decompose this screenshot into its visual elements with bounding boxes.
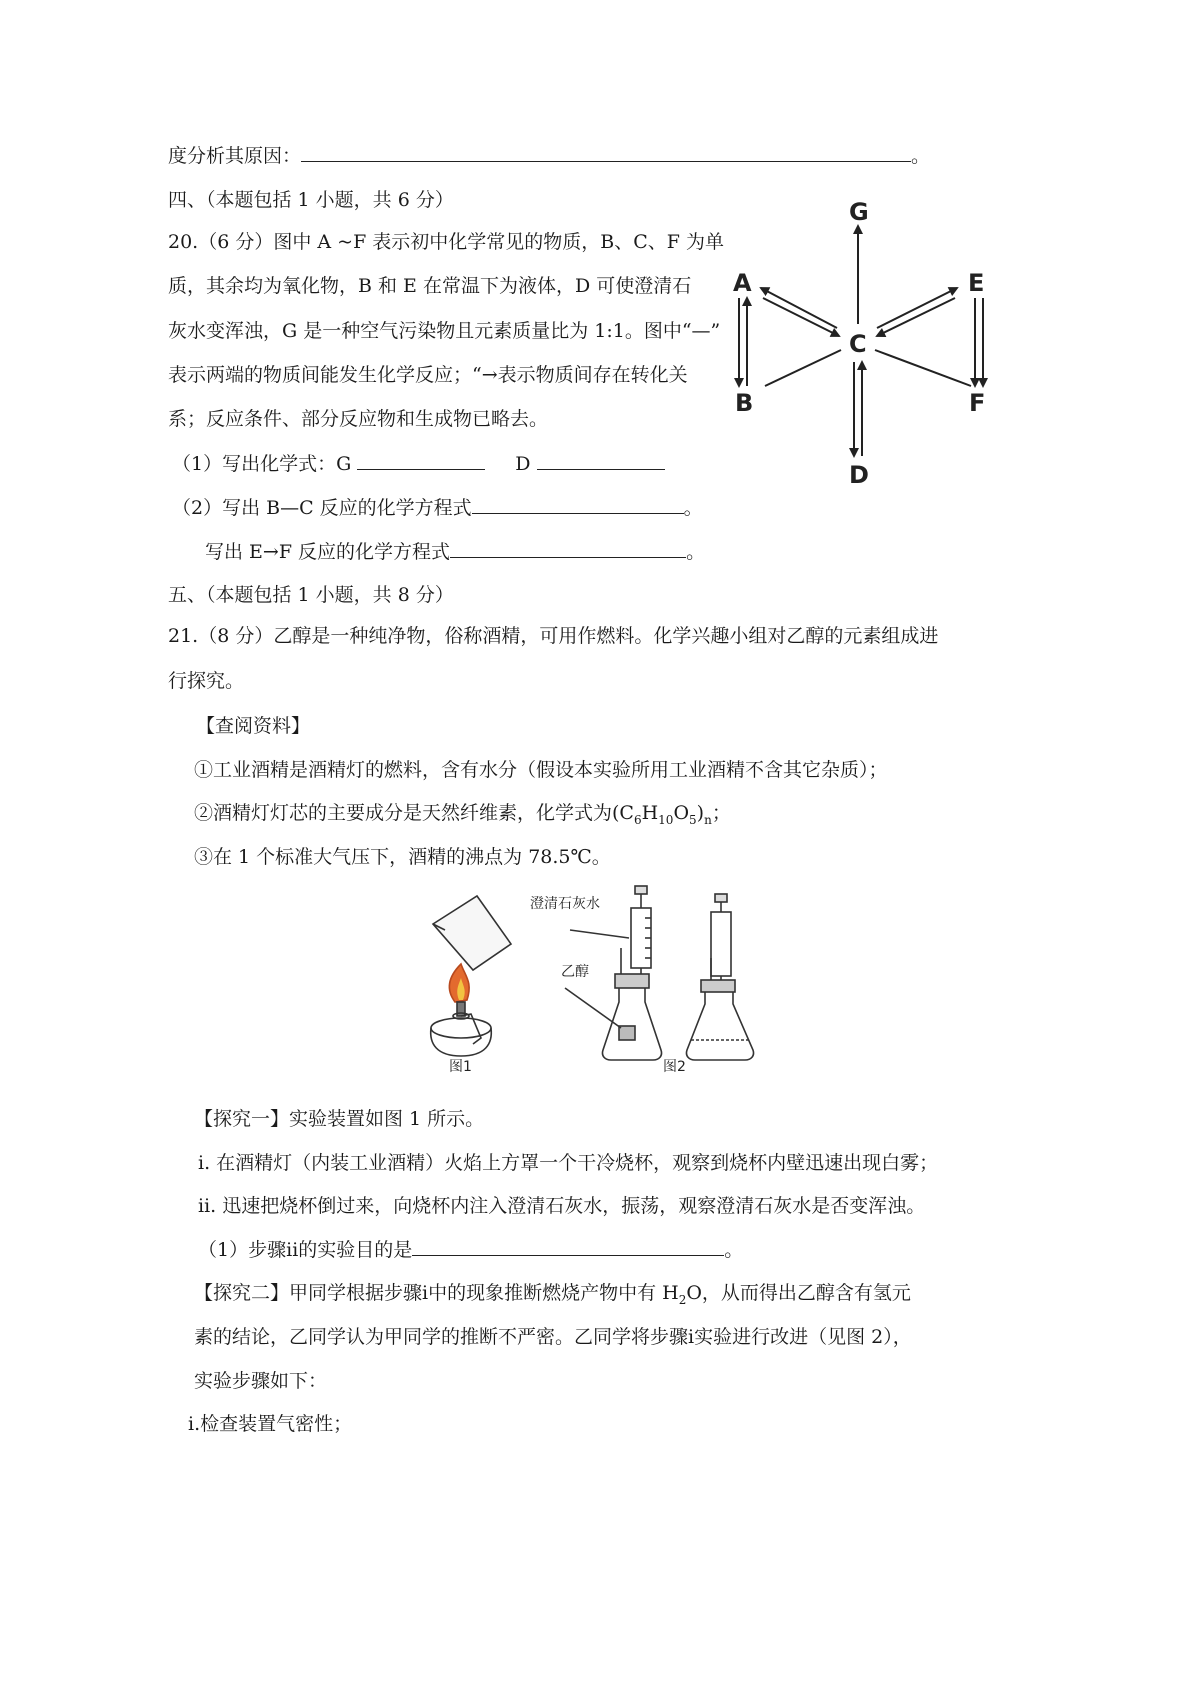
exploration-1-step-i: ⅰ. 在酒精灯（内装工业酒精）火焰上方罩一个干冷烧杯，观察到烧杯内壁迅速出现白雾； — [198, 1152, 939, 1174]
label-limewater: 澄清石灰水 — [530, 896, 600, 912]
exploration-2-line-2: 素的结论，乙同学认为甲同学的推断不严密。乙同学将步骤ⅰ实验进行改进（见图 2）， — [194, 1326, 912, 1348]
node-d: D — [849, 461, 869, 489]
node-a: A — [733, 269, 752, 297]
exploration-1-question: （1）步骤ⅱ的实验目的是 。 — [198, 1239, 744, 1261]
reference-2: ②酒精灯灯芯的主要成分是天然纤维素，化学式为$(C_6H_{10}O_5)_n$； — [194, 802, 731, 827]
relationship-diagram — [725, 190, 1005, 490]
answer-blank-step-ii[interactable] — [412, 1237, 724, 1256]
figure-2-apparatus-2 — [686, 894, 753, 1060]
answer-line-reason: 度分析其原因： 。 — [168, 145, 931, 167]
arrow-c-to-a — [761, 288, 837, 328]
answer-blank-g[interactable] — [357, 451, 485, 470]
q20-sub-1: （1）写出化学式：G D — [172, 451, 665, 477]
figure-1-label: 图1 — [449, 1059, 472, 1075]
prompt-text: 度分析其原因： — [168, 145, 302, 167]
exploration-1-title: 【探究一】实验装置如图 1 所示。 — [194, 1108, 485, 1130]
reference-1: ①工业酒精是酒精灯的燃料，含有水分（假设本实验所用工业酒精不含其它杂质）； — [194, 759, 888, 781]
q21-line-2: 行探究。 — [168, 670, 245, 692]
q20-line-1: 20.（6 分）图中 A ~F 表示初中化学常见的物质，B、C、F 为单 — [168, 231, 725, 253]
arrow-a-to-c — [763, 298, 839, 336]
link-c-b — [765, 350, 841, 386]
link-c-f — [875, 350, 971, 386]
exploration-2-line-1: 【探究二】甲同学根据步骤ⅰ中的现象推断燃烧产物中有 $H_2O$，从而得出乙醇含有氢元 — [194, 1282, 911, 1307]
q20-line-5: 系；反应条件、部分反应物和生成物已略去。 — [168, 408, 549, 430]
arrow-e-to-c — [877, 298, 955, 336]
q20-line-4: 表示两端的物质间能发生化学反应；“→表示物质间存在转化关 — [168, 364, 688, 386]
exploration-1-step-ii: ⅱ. 迅速把烧杯倒过来，向烧杯内注入澄清石灰水，振荡，观察澄清石灰水是否变浑浊。 — [198, 1195, 926, 1217]
node-c: C — [849, 330, 867, 358]
reference-title: 【查阅资料】 — [196, 715, 311, 737]
q20-sub-2: （2）写出 B—C 反应的化学方程式 。 — [172, 497, 703, 519]
answer-blank-b-c[interactable] — [472, 495, 684, 514]
answer-blank-d[interactable] — [537, 451, 665, 470]
node-b: B — [735, 389, 754, 417]
q21-line-1: 21.（8 分）乙醇是一种纯净物，俗称酒精，可用作燃料。化学兴趣小组对乙醇的元素组成进 — [168, 625, 939, 647]
q20-line-3: 灰水变浑浊，G 是一种空气污染物且元素质量比为 1:1。图中“—” — [168, 320, 721, 342]
figure-1-drawing — [431, 896, 511, 1056]
arrow-c-to-e — [877, 288, 957, 328]
node-g: G — [849, 198, 869, 226]
exploration-2-step-1: ⅰ.检查装置气密性； — [188, 1413, 353, 1435]
answer-blank-e-f[interactable] — [450, 539, 686, 558]
node-f: F — [969, 389, 986, 417]
q20-line-2: 质，其余均为氧化物，B 和 E 在常温下为液体，D 可使澄清石 — [168, 275, 692, 297]
figure-2-label: 图2 — [663, 1059, 686, 1075]
section-4-heading: 四、（本题包括 1 小题，共 6 分） — [168, 189, 454, 211]
section-5-heading: 五、（本题包括 1 小题，共 8 分） — [168, 584, 454, 606]
label-ethanol: 乙醇 — [561, 964, 589, 980]
experiment-figures — [415, 878, 995, 1078]
exploration-2-line-3: 实验步骤如下： — [194, 1370, 328, 1392]
node-e: E — [968, 269, 985, 297]
reference-3: ③在 1 个标准大气压下，酒精的沸点为 78.5℃。 — [194, 846, 611, 868]
answer-blank[interactable] — [301, 143, 911, 162]
q20-sub-3: 写出 E→F 反应的化学方程式 。 — [205, 541, 706, 563]
